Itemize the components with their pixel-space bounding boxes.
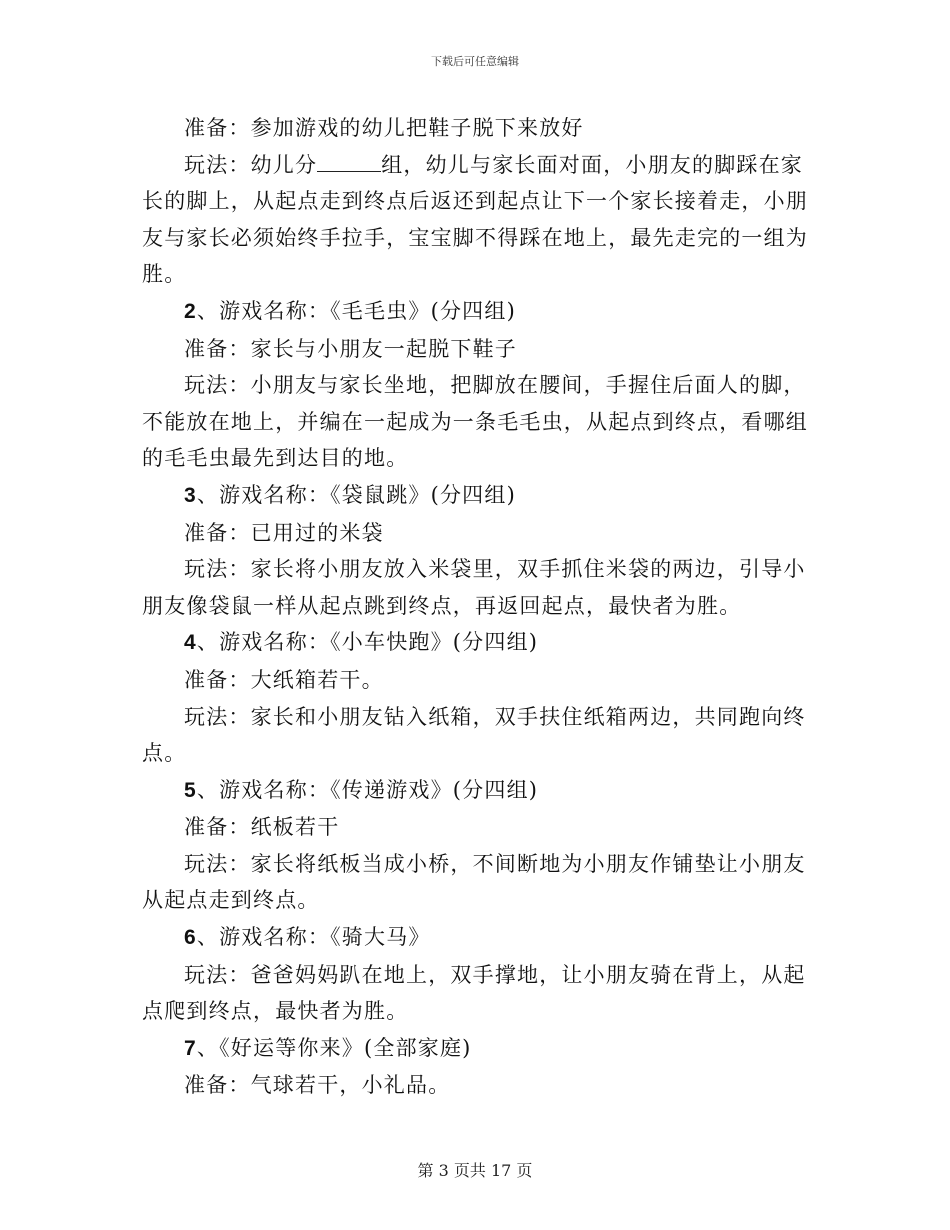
document-body (142, 110, 808, 1104)
game-6-title: 、游戏名称：《骑大马》 (196, 925, 431, 950)
page-header: 下载后可任意编辑 (431, 55, 519, 68)
game-3-number: 3 (184, 483, 197, 507)
game-2-prep: 准备：家长与小朋友一起脱下鞋子 (184, 336, 517, 361)
game-5-title: 、游戏名称：《传递游戏》(分四组) (196, 777, 539, 802)
game-6-heading (142, 919, 808, 957)
game-3-heading (142, 477, 808, 515)
game-3-play: 玩法：家长将小朋友放入米袋里，双手抓住米袋的两边，引导小朋友像袋鼠一样从起点跳到终点，再返回起点，最快者为胜。 (142, 557, 806, 618)
paragraph-play-1 (142, 147, 808, 293)
paragraph-prep-1: 准备：参加游戏的幼儿把鞋子脱下来放好 (184, 116, 584, 140)
play-1-after: 组，幼儿与家长面对面，小朋友的脚踩在家长的脚上，从起点走到终点后返还到起点让下一个家长接着走，小朋友与家长必须始终手拉手，宝宝脚不得踩在地上，最先走完的一组为胜。 (142, 152, 808, 287)
game-5-heading (142, 772, 808, 810)
game-3-prep: 准备：已用过的米袋 (184, 520, 384, 545)
game-7-title: 、《好运等你来》(全部家庭) (196, 1035, 472, 1060)
page-footer: 第 3 页共 17 页 (417, 1161, 533, 1180)
game-4-heading (142, 624, 808, 662)
fill-blank (317, 153, 381, 172)
game-2-number: 2 (184, 299, 197, 323)
game-2-title: 、游戏名称：《毛毛虫》(分四组) (196, 298, 516, 323)
game-2-heading (142, 293, 808, 331)
game-5-number: 5 (184, 778, 197, 802)
game-7-heading (142, 1030, 808, 1068)
game-5-play: 玩法：家长将纸板当成小桥，不间断地为小朋友作铺垫让小朋友从起点走到终点。 (142, 851, 806, 913)
game-4-number: 4 (184, 631, 197, 655)
game-5-prep: 准备：纸板若干 (184, 815, 340, 840)
game-2-play: 玩法：小朋友与家长坐地，把脚放在腰间，手握住后面人的脚，不能放在地上，并编在一起成为一条毛毛虫，从起点到终点，看哪组的毛毛虫最先到达目的地。 (142, 373, 808, 471)
game-3-title: 、游戏名称：《袋鼠跳》(分四组) (196, 482, 516, 507)
game-6-number: 6 (184, 926, 197, 950)
game-4-title: 、游戏名称：《小车快跑》(分四组) (196, 630, 539, 655)
game-6-play: 玩法：爸爸妈妈趴在地上，双手撑地，让小朋友骑在背上，从起点爬到终点，最快者为胜。 (142, 962, 806, 1024)
play-1-before: 玩法：幼儿分 (184, 152, 318, 177)
game-4-play: 玩法：家长和小朋友钻入纸箱，双手扶住纸箱两边，共同跑向终点。 (142, 704, 806, 766)
game-4-prep: 准备：大纸箱若干。 (184, 667, 384, 692)
game-7-number: 7 (184, 1036, 197, 1060)
game-7-prep: 准备：气球若干，小礼品。 (184, 1073, 451, 1098)
